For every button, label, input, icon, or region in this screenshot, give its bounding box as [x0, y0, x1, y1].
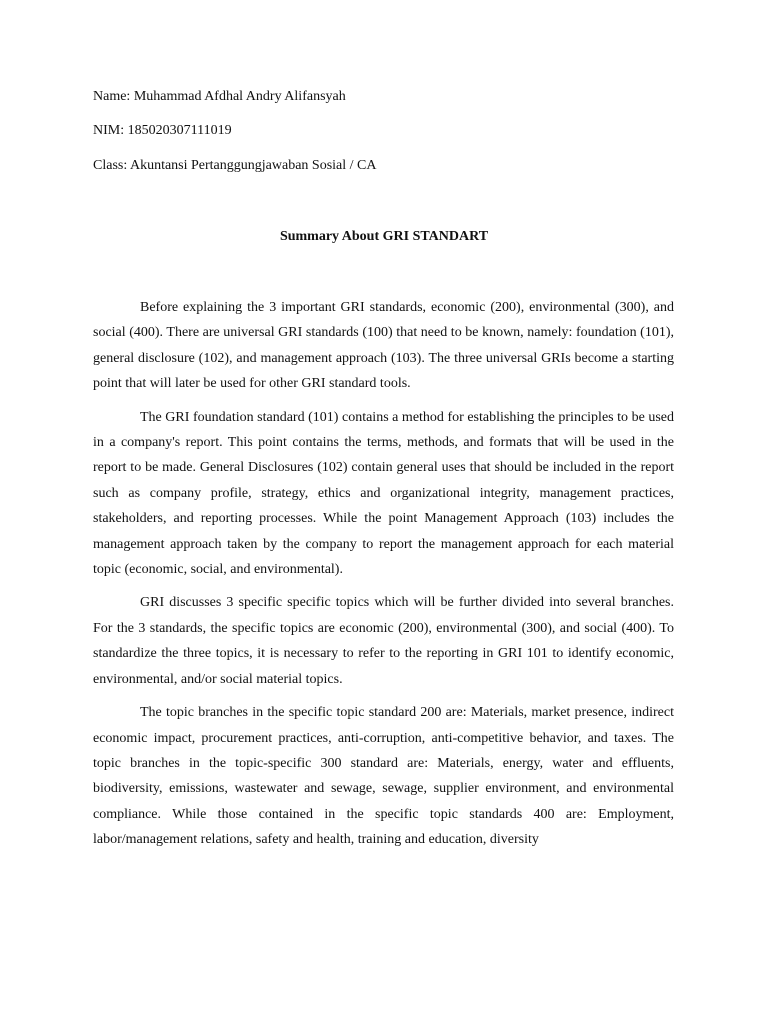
- paragraph-intro: Before explaining the 3 important GRI standards, economic (200), environmental (300), and social (400). There are universal GRI standards (100) that need to be known, namely: foundation (101), general disclosure (102), and management approach (103). The three universal GRIs become a starting point that will later be used for other GRI standard tools.: [93, 300, 674, 392]
- document-title: Summary About GRI STANDART: [279, 229, 489, 244]
- student-nim: NIM: 185020307111019: [93, 123, 232, 138]
- document-body: [93, 295, 674, 861]
- student-name: Name: Muhammad Afdhal Andry Alifansyah: [93, 89, 346, 104]
- student-class: Class: Akuntansi Pertanggungjawaban Sosial / CA: [93, 158, 377, 173]
- paragraph-specific-topics: GRI discusses 3 specific specific topics which will be further divided into several branches. For the 3 standards, the specific topics are economic (200), environmental (300), and social (400). To standardize the three topics, it is necessary to refer to the reporting in GRI 101 to identify economic, environmental, and/or social material topics.: [93, 595, 674, 687]
- paragraph-universal-standards: The GRI foundation standard (101) contains a method for establishing the principles to be used in a company's report. This point contains the terms, methods, and formats that will be used in the report to be made. General Disclosures (102) contain general uses that should be included in the report such as company profile, strategy, ethics and organizational integrity, management practices, stakeholders, and reporting processes. While the point Management Approach (103) includes the management approach taken by the company to report the management approach for each material topic (economic, social, and environmental).: [93, 409, 674, 578]
- paragraph-topic-branches: The topic branches in the specific topic standard 200 are: Materials, market presence, indirect economic impact, procurement practices, anti-corruption, anti-competitive behavior, and taxes. The topic branches in the topic-specific 300 standard are: Materials, energy, water and effluents, biodiversity, emissions, wastewater and sewage, sewage, supplier environment, and environmental compliance. While those contained in the specific topic standards 400 are: Employment, labor/management relations, safety and health, training and education, diversity: [93, 705, 674, 848]
